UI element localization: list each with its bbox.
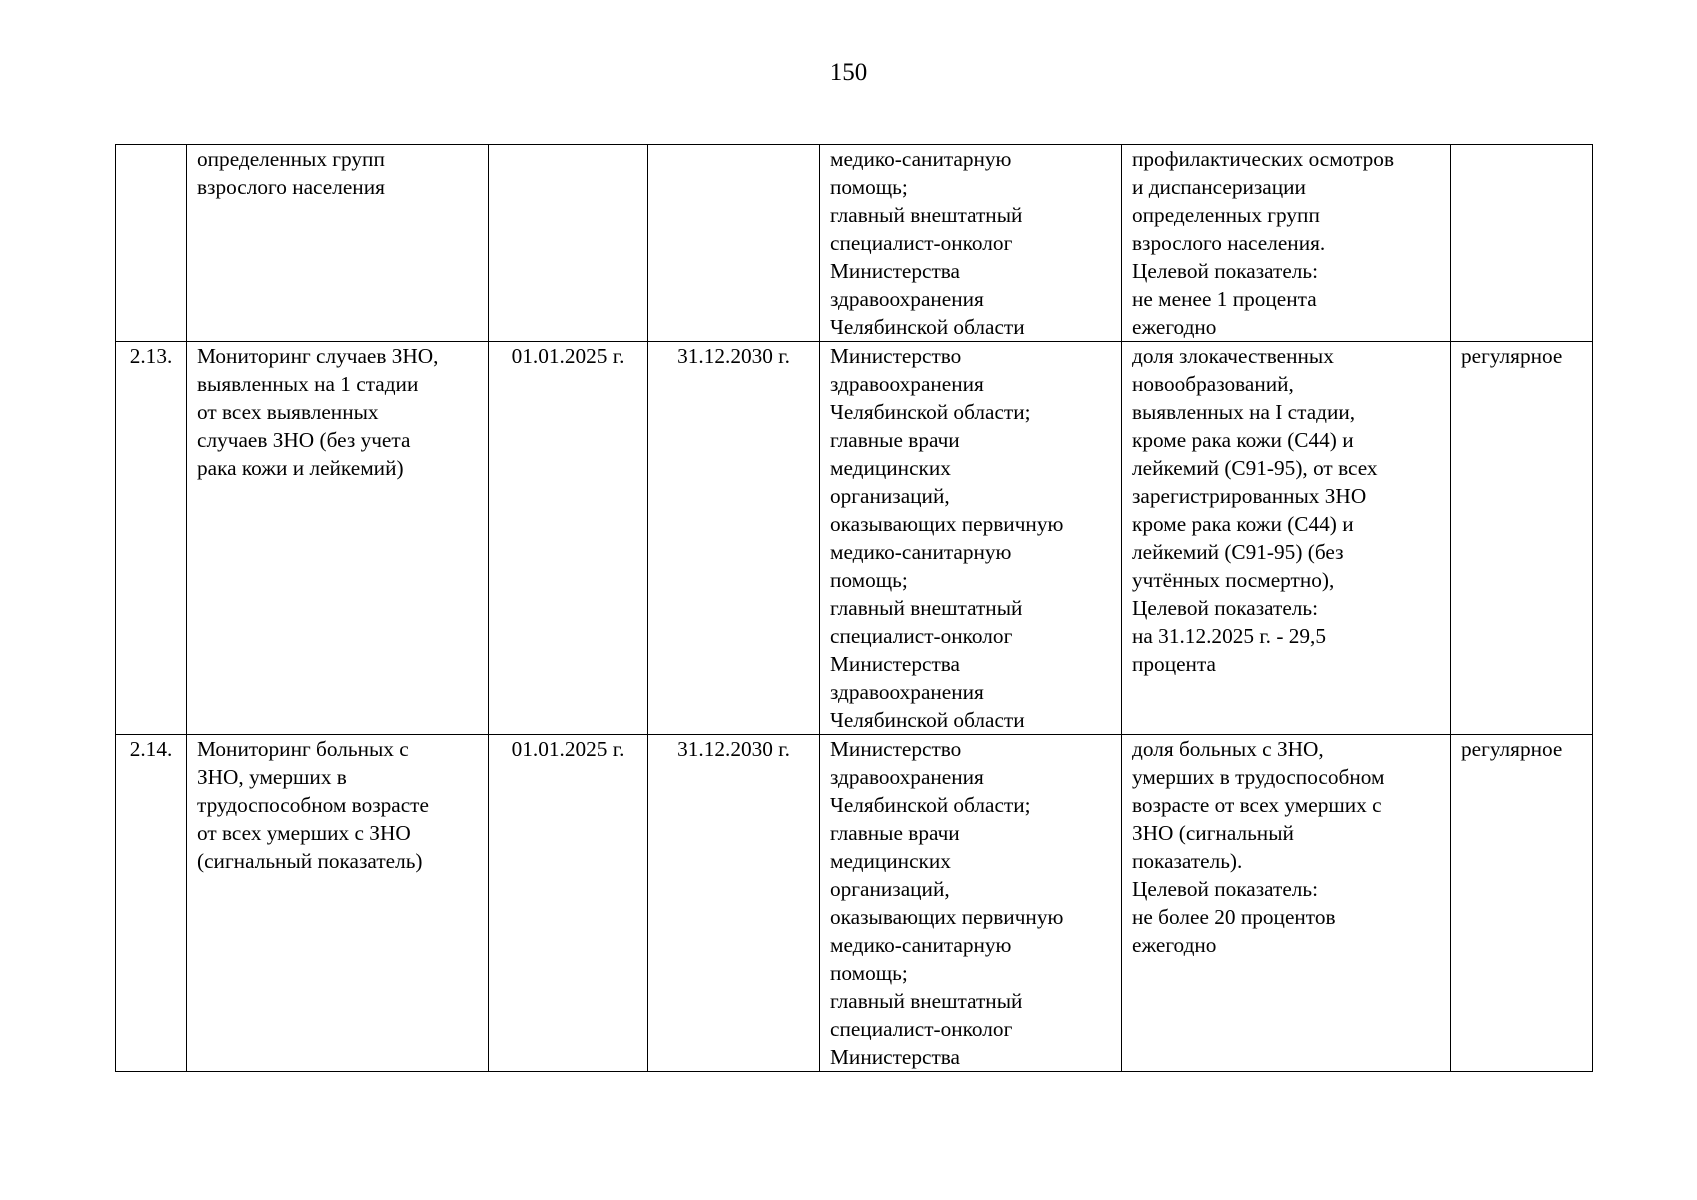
cell-text-line: здравоохранения xyxy=(830,765,984,789)
cell-text-line: помощь; xyxy=(830,568,908,592)
cell-text-line: доля злокачественных xyxy=(1132,344,1334,368)
cell-text-line: рака кожи и лейкемий) xyxy=(197,456,404,480)
cell-text-line: помощь; xyxy=(830,175,908,199)
result-cell xyxy=(1122,735,1451,1072)
cell-text-line: Министерства xyxy=(830,259,960,283)
cell-text-line: ежегодно xyxy=(1132,933,1217,957)
cell-text-line: выявленных на I стадии, xyxy=(1132,400,1356,424)
cell-text-line: умерших в трудоспособном xyxy=(1132,765,1385,789)
cell-text-line: не более 20 процентов xyxy=(1132,905,1336,929)
cell-text-line: организаций, xyxy=(830,877,950,901)
table-row xyxy=(116,735,1593,1072)
table-row xyxy=(116,342,1593,735)
cell-text-line: (сигнальный показатель) xyxy=(197,849,423,873)
cell-text-line: лейкемий (С91-95) (без xyxy=(1132,540,1344,564)
cell-text-line: здравоохранения xyxy=(830,680,984,704)
row-number-cell: 2.13. xyxy=(116,342,187,735)
measure-cell xyxy=(187,342,489,735)
responsible-cell xyxy=(820,735,1122,1072)
measures-table xyxy=(115,144,1593,1072)
type-cell xyxy=(1451,145,1593,342)
cell-text-line: здравоохранения xyxy=(830,287,984,311)
cell-text-line: Мониторинг больных с xyxy=(197,737,409,761)
cell-text-line: определенных групп xyxy=(1132,203,1320,227)
cell-text-line: взрослого населения. xyxy=(1132,231,1326,255)
cell-text-line: ежегодно xyxy=(1132,315,1217,339)
cell-text-line: медико-санитарную xyxy=(830,933,1012,957)
cell-text-line: Министерства xyxy=(830,1045,960,1069)
cell-text-line: главный внештатный xyxy=(830,989,1023,1013)
cell-text-line: от всех умерших с ЗНО xyxy=(197,821,411,845)
end-date-cell: 31.12.2030 г. xyxy=(648,342,820,735)
cell-text-line: главные врачи xyxy=(830,821,960,845)
cell-text-line: трудоспособном возрасте xyxy=(197,793,429,817)
cell-text-line: Целевой показатель: xyxy=(1132,259,1319,283)
row-number-cell: 2.14. xyxy=(116,735,187,1072)
row-number-cell xyxy=(116,145,187,342)
cell-text-line: показатель). xyxy=(1132,849,1243,873)
cell-text-line: Челябинской области; xyxy=(830,400,1031,424)
cell-text-line: Министерство xyxy=(830,737,962,761)
cell-text-line: ЗНО (сигнальный xyxy=(1132,821,1294,845)
cell-text-line: доля больных с ЗНО, xyxy=(1132,737,1324,761)
result-cell xyxy=(1122,145,1451,342)
cell-text-line: специалист-онколог xyxy=(830,231,1013,255)
result-cell xyxy=(1122,342,1451,735)
start-date-cell: 01.01.2025 г. xyxy=(489,735,648,1072)
cell-text-line: медико-санитарную xyxy=(830,147,1012,171)
cell-text-line: главные врачи xyxy=(830,428,960,452)
responsible-cell xyxy=(820,145,1122,342)
start-date-cell xyxy=(489,145,648,342)
cell-text-line: взрослого населения xyxy=(197,175,385,199)
start-date-cell: 01.01.2025 г. xyxy=(489,342,648,735)
cell-text-line: на 31.12.2025 г. - 29,5 xyxy=(1132,624,1327,648)
cell-text-line: Целевой показатель: xyxy=(1132,596,1319,620)
cell-text-line: от всех выявленных xyxy=(197,400,379,424)
table-row xyxy=(116,145,1593,342)
cell-text-line: Министерство xyxy=(830,344,962,368)
cell-text-line: главный внештатный xyxy=(830,203,1023,227)
cell-text-line: кроме рака кожи (С44) и xyxy=(1132,512,1354,536)
cell-text-line: оказывающих первичную xyxy=(830,905,1064,929)
cell-text-line: зарегистрированных ЗНО xyxy=(1132,484,1367,508)
end-date-cell: 31.12.2030 г. xyxy=(648,735,820,1072)
end-date-cell xyxy=(648,145,820,342)
measure-cell xyxy=(187,145,489,342)
cell-text-line: медико-санитарную xyxy=(830,540,1012,564)
cell-text-line: здравоохранения xyxy=(830,372,984,396)
cell-text-line: Челябинской области; xyxy=(830,793,1031,817)
cell-text-line: профилактических осмотров xyxy=(1132,147,1394,171)
cell-text-line: Целевой показатель: xyxy=(1132,877,1319,901)
cell-text-line: Челябинской области xyxy=(830,315,1025,339)
cell-text-line: определенных групп xyxy=(197,147,385,171)
cell-text-line: медицинских xyxy=(830,456,951,480)
cell-text-line: лейкемий (С91-95), от всех xyxy=(1132,456,1378,480)
responsible-cell xyxy=(820,342,1122,735)
cell-text-line: ЗНО, умерших в xyxy=(197,765,347,789)
cell-text-line: учтённых посмертно), xyxy=(1132,568,1335,592)
cell-text-line: организаций, xyxy=(830,484,950,508)
cell-text-line: Мониторинг случаев ЗНО, xyxy=(197,344,439,368)
cell-text-line: новообразований, xyxy=(1132,372,1294,396)
cell-text-line: Министерства xyxy=(830,652,960,676)
cell-text-line: процента xyxy=(1132,652,1216,676)
cell-text-line: и диспансеризации xyxy=(1132,175,1306,199)
cell-text-line: специалист-онколог xyxy=(830,1017,1013,1041)
cell-text-line: помощь; xyxy=(830,961,908,985)
type-cell: регулярное xyxy=(1451,342,1593,735)
cell-text-line: Челябинской области xyxy=(830,708,1025,732)
page-number: 150 xyxy=(829,59,868,86)
cell-text-line: случаев ЗНО (без учета xyxy=(197,428,411,452)
cell-text-line: выявленных на 1 стадии xyxy=(197,372,419,396)
cell-text-line: медицинских xyxy=(830,849,951,873)
cell-text-line: оказывающих первичную xyxy=(830,512,1064,536)
cell-text-line: возрасте от всех умерших с xyxy=(1132,793,1382,817)
cell-text-line: не менее 1 процента xyxy=(1132,287,1317,311)
cell-text-line: специалист-онколог xyxy=(830,624,1013,648)
cell-text-line: кроме рака кожи (С44) и xyxy=(1132,428,1354,452)
type-cell: регулярное xyxy=(1451,735,1593,1072)
measure-cell xyxy=(187,735,489,1072)
cell-text-line: главный внештатный xyxy=(830,596,1023,620)
